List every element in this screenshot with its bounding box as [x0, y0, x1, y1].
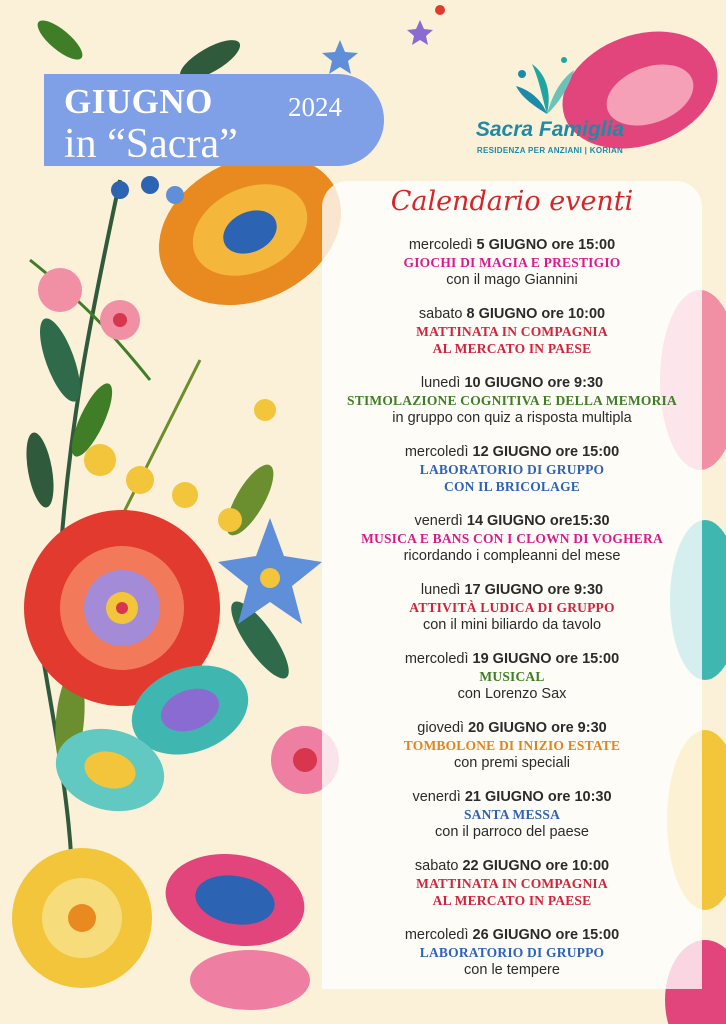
- logo-tagline: RESIDENZA PER ANZIANI | KORIAN: [476, 146, 624, 155]
- event-title: MATTINATA IN COMPAGNIA: [416, 876, 608, 891]
- logo-name: Sacra Famiglia: [475, 118, 625, 141]
- event-item: [322, 857, 702, 926]
- event-date: 14 GIUGNO ore15:30: [466, 513, 610, 529]
- event-subtitle: con premi speciali: [453, 755, 571, 771]
- event-date-line: [322, 236, 702, 254]
- event-item: [322, 305, 702, 374]
- event-date-line: [322, 305, 702, 323]
- event-day: mercoledì: [404, 444, 469, 460]
- event-item: [322, 581, 702, 650]
- event-day: venerdì: [414, 513, 463, 529]
- event-title: MATTINATA IN COMPAGNIA: [416, 324, 608, 339]
- event-subtitle: con il parroco del paese: [435, 824, 589, 840]
- event-day: mercoledì: [408, 237, 473, 253]
- event-subtitle: con le tempere: [464, 962, 560, 978]
- logo: [470, 52, 670, 162]
- event-item: [322, 719, 702, 788]
- event-item: [322, 443, 702, 512]
- event-item: [322, 374, 702, 443]
- poster-title-subtitle: in “Sacra”: [64, 121, 238, 167]
- calendar-heading: Calendario eventi: [390, 186, 634, 217]
- event-date-line: [322, 719, 702, 737]
- event-date-line: [322, 926, 702, 944]
- poster-title-month: GIUGNO: [64, 82, 213, 121]
- event-title-line2: CON IL BRICOLAGE: [444, 479, 580, 494]
- event-date: 20 GIUGNO ore 9:30: [468, 720, 607, 736]
- event-date: 10 GIUGNO ore 9:30: [464, 375, 604, 391]
- event-date: 5 GIUGNO ore 15:00: [476, 237, 616, 253]
- event-title: MUSICAL: [479, 669, 545, 684]
- poster-title-year: 2024: [288, 92, 342, 122]
- event-title-line2: AL MERCATO IN PAESE: [432, 341, 592, 356]
- event-date: 17 GIUGNO ore 9:30: [464, 582, 604, 598]
- event-date-line: [322, 374, 702, 392]
- event-title: STIMOLAZIONE COGNITIVA E DELLA MEMORIA: [347, 393, 677, 408]
- logo-leaf-icon: [512, 52, 582, 122]
- event-date: 21 GIUGNO ore 10:30: [464, 789, 612, 805]
- event-day: mercoledì: [404, 651, 469, 667]
- event-date: 8 GIUGNO ore 10:00: [466, 306, 606, 322]
- event-title-line2: AL MERCATO IN PAESE: [432, 893, 592, 908]
- event-date-line: [322, 788, 702, 806]
- event-title: ATTIVITÀ LUDICA DI GRUPPO: [409, 600, 615, 615]
- event-day: venerdì: [412, 789, 461, 805]
- event-day: mercoledì: [404, 927, 469, 943]
- event-title: SANTA MESSA: [463, 807, 561, 822]
- event-title: LABORATORIO DI GRUPPO: [419, 462, 605, 477]
- event-title: MUSICA E BANS CON I CLOWN DI VOGHERA: [361, 531, 663, 546]
- event-title: TOMBOLONE DI INIZIO ESTATE: [403, 738, 621, 753]
- event-item: [322, 512, 702, 581]
- event-subtitle: con il mago Giannini: [446, 272, 578, 288]
- event-title: GIOCHI DI MAGIA E PRESTIGIO: [403, 255, 621, 270]
- event-date-line: [322, 650, 702, 668]
- event-item: [322, 926, 702, 995]
- event-day: giovedì: [417, 720, 465, 736]
- event-day: sabato: [418, 306, 463, 322]
- event-title: LABORATORIO DI GRUPPO: [419, 945, 605, 960]
- event-date-line: [322, 512, 702, 530]
- event-day: lunedì: [420, 375, 461, 391]
- event-date: 19 GIUGNO ore 15:00: [472, 651, 620, 667]
- event-subtitle: in gruppo con quiz a risposta multipla: [392, 410, 632, 426]
- event-date: 22 GIUGNO ore 10:00: [462, 858, 610, 874]
- event-date-line: [322, 443, 702, 461]
- event-day: lunedì: [420, 582, 461, 598]
- event-subtitle: ricordando i compleanni del mese: [403, 548, 621, 564]
- event-subtitle: con il mini biliardo da tavolo: [422, 617, 602, 633]
- event-date: 12 GIUGNO ore 15:00: [472, 444, 620, 460]
- event-item: [322, 236, 702, 305]
- event-item: [322, 650, 702, 719]
- event-item: [322, 788, 702, 857]
- event-date: 26 GIUGNO ore 15:00: [472, 927, 620, 943]
- event-date-line: [322, 857, 702, 875]
- event-subtitle: con Lorenzo Sax: [457, 686, 567, 702]
- event-day: sabato: [414, 858, 459, 874]
- event-list: [322, 236, 702, 995]
- event-date-line: [322, 581, 702, 599]
